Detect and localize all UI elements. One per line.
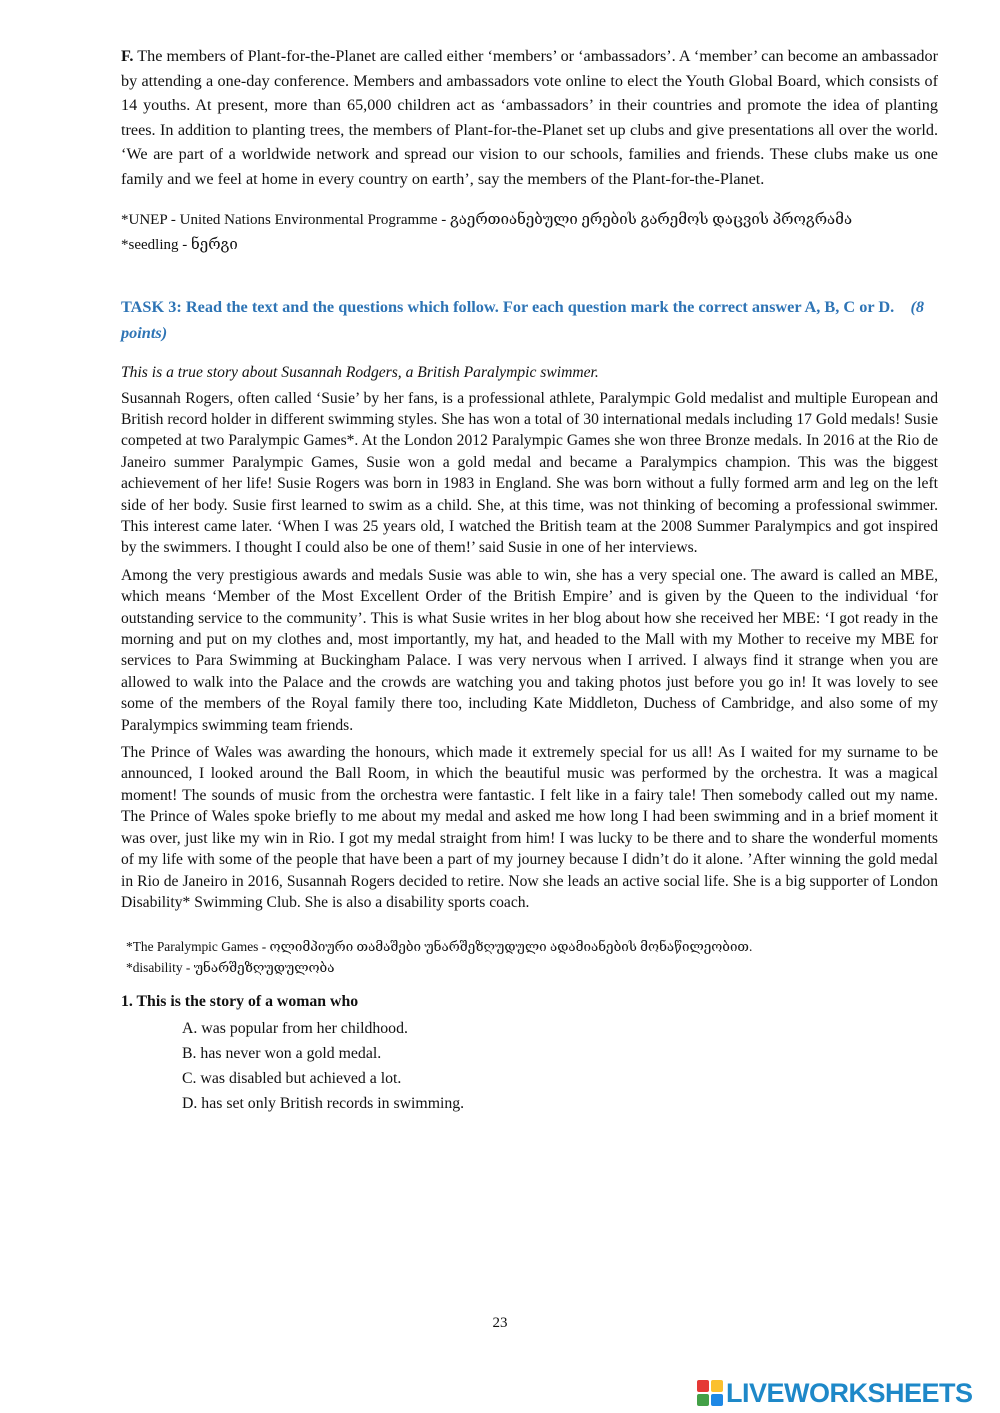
footnote-unep: *UNEP - United Nations Environmental Programme - გაერთიანებული ერების გარემოს დაცვის პროგრამა — [121, 211, 853, 228]
story-paragraph: The Prince of Wales was awarding the honours, which made it extremely special for us all! As I waited for my surname to be announced, I looked around the Ball Room, in which the beautiful music was performed by the orchestra. It was a magical moment! The sounds of music from the orchestra were fantastic. I felt like in a fairy tale! Then somebody called out my name. The Prince of Wales spoke briefly to me about my medal and asked me how long I had been swimming and in a brief moment it was over, just like my win in Rio. I got my medal straight from him! I was lucky to be there and to share the wonderful moments of my life with some of the people that have been a part of my journey because I didn’t do it alone. ’After winning the gold medal in Rio de Janeiro in 2016, Susannah Rogers decided to retire. Now she leads an active social life. She is a big supporter of London Disability* Swimming Club. She is also a disability sports coach. — [121, 744, 938, 911]
worksheet-page — [121, 44, 938, 1117]
page-number: 23 — [492, 1315, 508, 1331]
logo-tile — [711, 1380, 723, 1392]
brand-footer[interactable] — [697, 1378, 973, 1408]
section-f-label: F. — [121, 47, 134, 65]
footnotes-bottom — [126, 937, 938, 978]
answer-option-b[interactable]: B. has never won a gold medal. — [182, 1045, 382, 1063]
footnotes-top — [121, 208, 938, 258]
task-points: (8 points) — [121, 296, 925, 342]
question-1: 1. This is the story of a woman who — [121, 993, 359, 1011]
story-paragraph: Among the very prestigious awards and medals Susie was able to win, she has a very special one. The award is called an MBE, which means ‘Member of the Most Excellent Order of the British Empire’ and is given by the Queen to the individual ‘for outstanding service to the community’. This is what Susie writes in her blog about how she received her MBE: ‘I got ready in the morning and put on my clothes and, most importantly, my hat, and headed to the Mall with my Mother to receive my MBE for services to Para Swimming at Buckingham Palace. I was very nervous when I arrived. I always find it strange when you are allowed to walk into the Palace and the crowds are watching you and taking photos just before you go in! It was lovely to see some of the members of the Royal family there too, including Kate Middleton, Duchess of Cambridge, and also some of my Paralympics swimming team friends. — [121, 566, 938, 734]
logo-tile — [697, 1394, 709, 1406]
footnote-disability: *disability - უნარშეზღუდულობა — [126, 959, 335, 975]
logo-tile — [711, 1394, 723, 1406]
answer-option-c[interactable]: C. was disabled but achieved a lot. — [182, 1069, 402, 1087]
story-paragraph: Susannah Rogers, often called ‘Susie’ by her fans, is a professional athlete, Paralympic Gold medalist and multiple European and British record holder in different swimming styles. She has won a total of 30 international medals including 17 Gold medals! Susie competed at two Paralympic Games*. At the London 2012 Paralympic Games she won three Bronze medals. In 2016 at the Rio de Janeiro summer Paralympic Games, Susie won a gold medal and became a Paralympics champion. This was the biggest achievement of her life! Susie Rogers was born in 1983 in England. She was born without a fully formed arm and leg on the left side of her body. Susie first learned to swim as a child. She, at this time, was not thinking of becoming a professional swimmer. This interest came later. ‘When I was 25 years old, I watched the British team at the 2008 Summer Paralympics and got inspired by the swimmers. I thought I could also be one of them!’ said Susie in one of her interviews. — [121, 389, 938, 557]
section-f-paragraph — [121, 44, 938, 192]
answer-option-a[interactable]: A. was popular from her childhood. — [182, 1020, 408, 1038]
answer-option-d[interactable]: D. has set only British records in swimming. — [182, 1094, 465, 1112]
footnote-paralympic: *The Paralympic Games - ოლიმპიური თამაშები უნარშეზღუდული ადამიანების მონაწილეობით. — [126, 939, 753, 955]
answer-options — [182, 1017, 938, 1116]
task-title: TASK 3: Read the text and the questions which follow. For each question mark the correct answer A, B, C or D. — [121, 296, 895, 316]
footnote-seedling: *seedling - ნერგი — [121, 236, 238, 253]
story-intro: This is a true story about Susannah Rodgers, a British Paralympic swimmer. — [121, 363, 599, 381]
brand-name: LIVEWORKSHEETS — [726, 1377, 973, 1408]
task-heading — [121, 294, 938, 346]
logo-tile — [697, 1380, 709, 1392]
liveworksheets-logo-icon — [697, 1380, 723, 1406]
section-f-text: The members of Plant-for-the-Planet are called either ‘members’ or ‘ambassadors’. A ‘member’ can become an ambassador by attending a one-day conference. Members and ambassadors vote online to elect the Youth Global Board, which consists of 14 youths. At present, more than 65,000 children act as ‘ambassadors’ in their countries and promote the idea of planting trees. In addition to planting trees, the members of Plant-for-the-Planet set up clubs and give presentations all over the world. ‘We are part of a worldwide network and spread our vision to our schools, families and friends. These clubs make us one family and we feel at home in every country on earth’, say the members of the Plant-for-the-Planet. — [121, 47, 938, 188]
